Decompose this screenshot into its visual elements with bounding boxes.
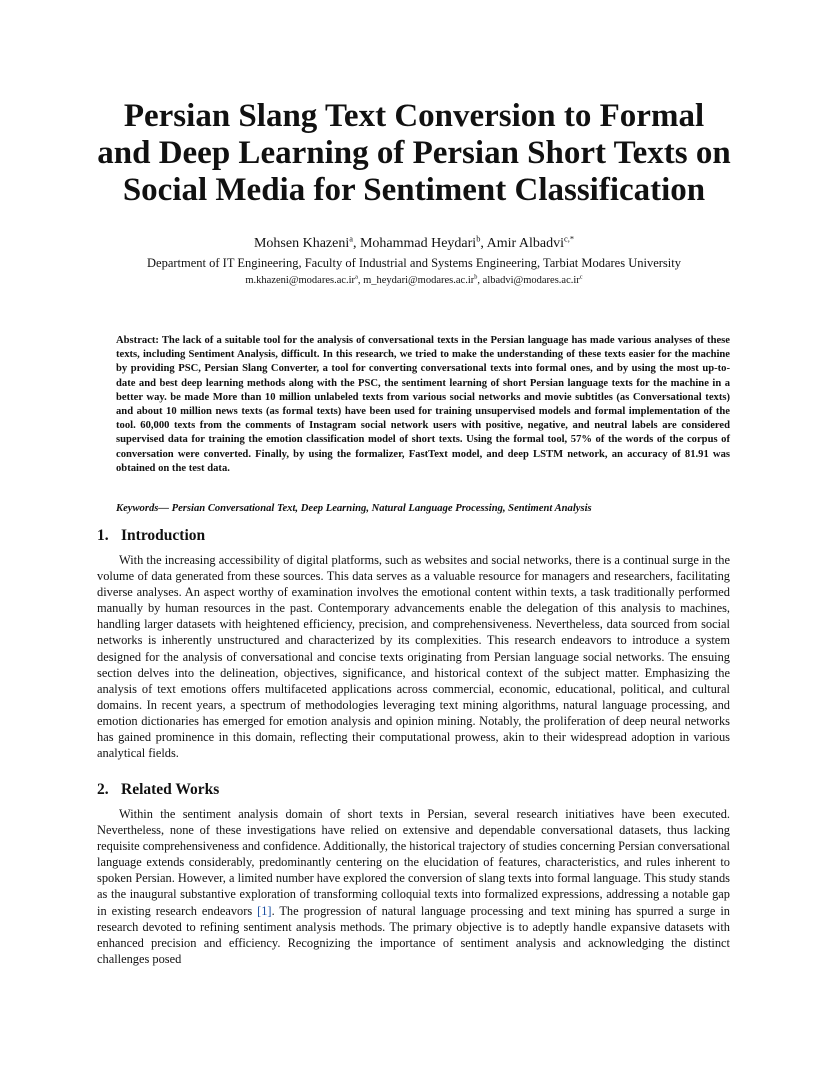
author-affiliation-mark: b [476, 234, 481, 244]
email-list [70, 274, 758, 287]
author-affiliation-mark: a [349, 234, 353, 244]
section-number: 2. [97, 781, 109, 798]
author-email: albadvi@modares.ac.ir [482, 275, 580, 286]
paragraph-text: Within the sentiment analysis domain of short texts in Persian, several research initiatives have been executed. Nevertheless, none of these investigations have relied on extensive and dependable conversational datasets, thus lacking requisite comprehensiveness and confidence. Additionally, the historical trajectory of studies concerning Persian conversational language extends considerably, predominantly centering on the elucidation of features, characteristics, and rules inherent to spoken Persian. However, a limited number have explored the conversion of slang texts into formal language. This study stands as the inaugural substantive exploration of transforming colloquial texts into formalized expressions, addressing a notable gap in existing research endeavors [97, 807, 730, 918]
author-name: Mohsen Khazeni [253, 236, 350, 251]
author-separator: , [352, 236, 360, 251]
email-separator: , [357, 275, 364, 286]
paper-title [70, 98, 758, 209]
author-list [70, 235, 758, 252]
author-affiliation-mark: c,* [564, 234, 575, 244]
email-mark: c [579, 273, 583, 281]
related-works-paragraph [97, 806, 730, 967]
section-title: Related Works [121, 781, 220, 798]
author-name: Mohammad Heydari [359, 236, 477, 251]
author-email: m.khazeni@modares.ac.ir [245, 275, 356, 286]
author-separator: , [480, 236, 487, 251]
title-line: and Deep Learning of Persian Short Texts on [97, 135, 731, 171]
keywords: Keywords— Persian Conversational Text, Deep Learning, Natural Language Processing, Sentiment Analysis [116, 503, 592, 514]
introduction-paragraph: With the increasing accessibility of digital platforms, such as websites and social networks, there is a continual surge in the volume of data generated from these sources. This data serves as a valuable resource for managers and researchers, facilitating diverse analyses. An aspect worthy of examination involves the emotional content within texts, a task traditionally performed manually by human resources in the past. Contemporary advancements enable the delegation of this analysis to machines, handling larger datasets with heightened efficiency, precision, and comprehensiveness. Nevertheless, data sourced from social networks is inherently unstructured and characterized by its complexities. This research endeavors to introduce a system designed for the analysis of conversational and concise texts originating from Persian language social networks. The ensuing section delves into the delineation, objectives, significance, and historical context of the subject matter. Emphasizing the analysis of text emotions offers multifaceted applications across commercial, economic, educational, political, and cultural domains. In recent years, a spectrum of methodologies leveraging text mining algorithms, natural language processing, and emotion dictionaries has emerged for emotion analysis and opinion mining. Notably, the proliferation of deep neural networks has gained prominence in this domain, reflecting their computational prowess, akin to their widespread adoption in various analytical fields. [97, 553, 730, 761]
email-mark: b [474, 273, 478, 281]
citation-link[interactable]: [1] [257, 903, 272, 918]
email-mark: a [355, 273, 358, 281]
section-title: Introduction [121, 527, 206, 544]
title-line: Persian Slang Text Conversion to Formal [123, 98, 705, 134]
paragraph-text: . The progression of natural language processing and text mining has spurred a surge in research devoted to refining sentiment analysis methods. The primary objective is to adeptly handle expansive datasets with enhanced precision and efficiency. Recognizing the importance of sentiment analysis and acknowledging the distinct challenges posed [97, 903, 731, 966]
author-name: Amir Albadvi [486, 236, 565, 251]
email-separator: , [477, 275, 483, 286]
section-heading-related-works [97, 781, 219, 799]
section-heading-introduction [97, 527, 205, 545]
title-line: Social Media for Sentiment Classification [122, 172, 706, 208]
section-number: 1. [97, 527, 109, 544]
affiliation: Department of IT Engineering, Faculty of Industrial and Systems Engineering, Tarbiat Modares University [147, 256, 681, 270]
abstract: Abstract: The lack of a suitable tool for the analysis of conversational texts in the Persian language has made various analyses of these texts, including Sentiment Analysis, difficult. In this research, we tried to make the understanding of these texts easier for the machine by providing PSC, Persian Slang Converter, a tool for converting conversational texts into formal ones, and by using the most up-to-date and best deep learning methods along with the PSC, the sentiment learning of short Persian language texts for the machine in a better way. be made More than 10 million unlabeled texts from various social networks and movie subtitles (as Conversational texts) and about 10 million news texts (as formal texts) have been used for training unsupervised models and formal implementation of the tool. 60,000 texts from the comments of Instagram social network users with positive, negative, and neutral labels are considered supervised data for training the emotion classification model of short texts. Using the formal tool, 57% of the words of the corpus of conversation were converted. Finally, by using the formalizer, FastText model, and deep LSTM network, an accuracy of 81.91 was obtained on the test data. [116, 335, 730, 474]
author-email: m_heydari@modares.ac.ir [363, 275, 475, 286]
